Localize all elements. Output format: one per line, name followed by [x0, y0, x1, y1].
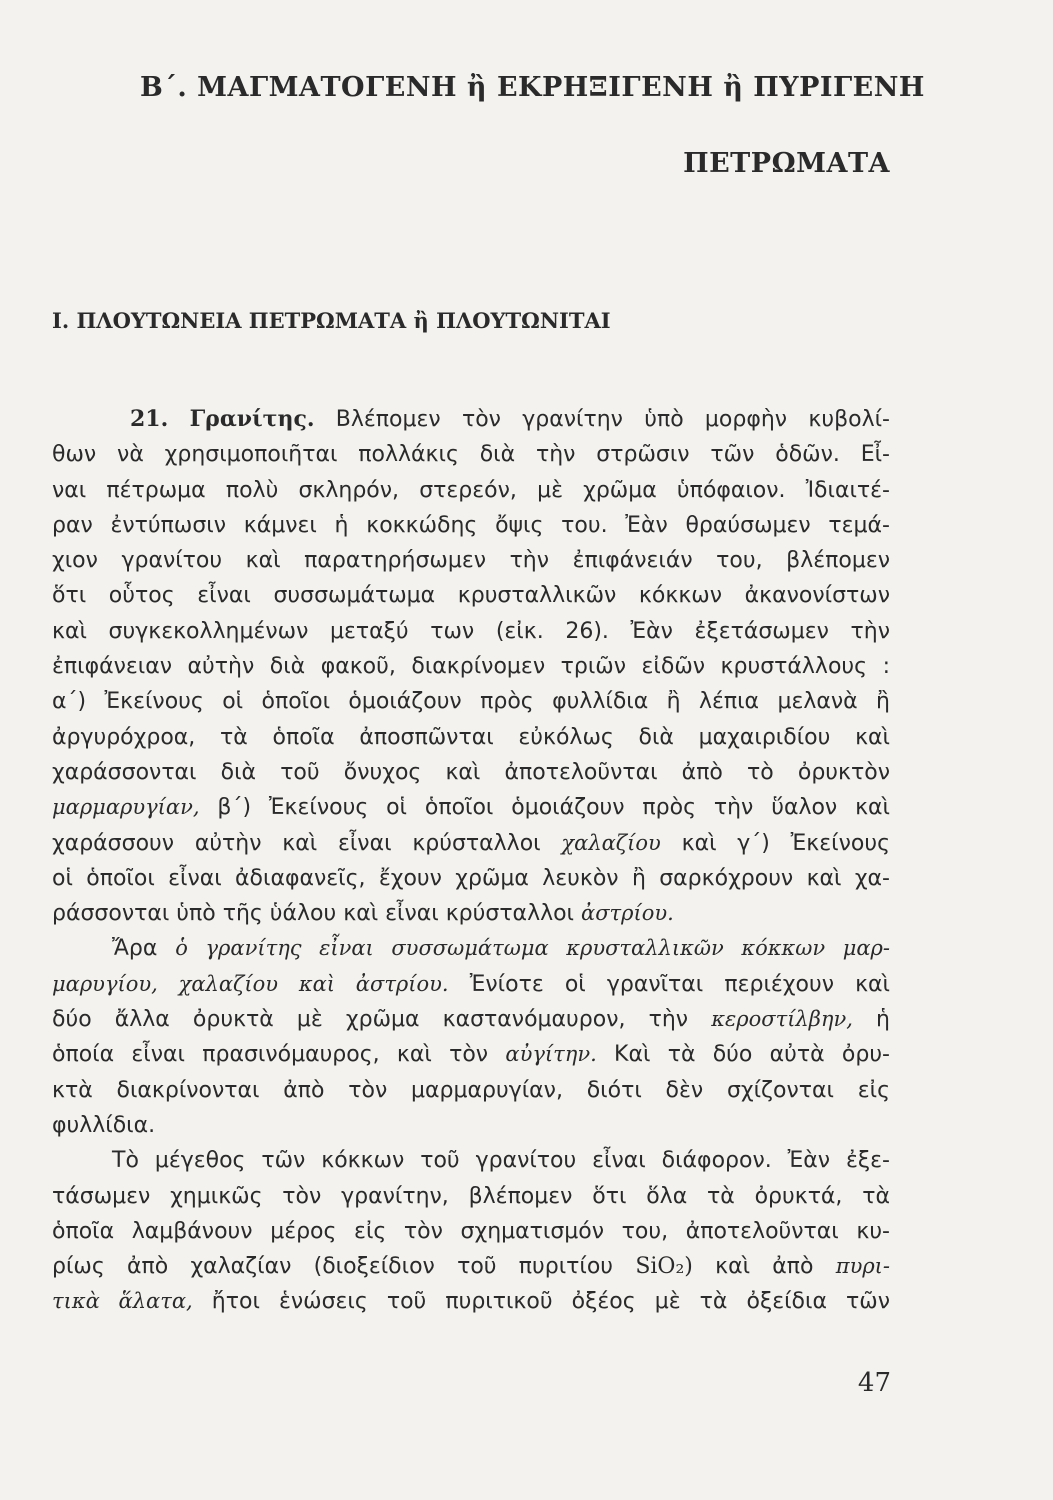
chemical-formula: SiO₂)	[635, 1254, 693, 1280]
italic-term: αὐγίτην.	[505, 1042, 597, 1067]
chapter-heading: Β΄. ΜΑΓΜΑΤΟΓΕΝΗ ἢ ΕΚΡΗΞΙΓΕΝΗ ἢ ΠΥΡΙΓΕΝΗ	[140, 72, 925, 103]
text-line	[52, 1037, 890, 1072]
italic-term: μαρυγίου, χαλαζίου καὶ ἀστρίου.	[52, 971, 449, 996]
body-text	[52, 402, 890, 1320]
text-line	[52, 896, 890, 931]
text-line	[52, 1002, 890, 1037]
italic-term: ὁ γρανίτης εἶναι συσσωμάτωμα κρυσταλλικῶν κόκκων μαρ-	[175, 936, 890, 961]
italic-term: μαρμαρυγίαν,	[52, 795, 200, 820]
text-line: ὅτι οὗτος εἶναι συσσωμάτωμα κρυσταλλικῶν κόκκων ἀκανονίστων	[52, 583, 890, 609]
text-span: ρίως ἀπὸ χαλαζίαν (διοξείδιον τοῦ πυριτίου	[52, 1254, 614, 1280]
text-line	[52, 967, 890, 1002]
text-span: Ἄρα	[112, 936, 158, 962]
text-line: φυλλίδια.	[52, 1112, 156, 1138]
text-line	[52, 826, 890, 861]
text-line: ἀργυρόχροα, τὰ ὁποῖα ἀποσπῶνται εὐκόλως διὰ μαχαιριδίου καὶ	[52, 724, 890, 750]
text-span: Καὶ τὰ δύο αὐτὰ ὀρυ-	[614, 1042, 890, 1068]
text-line: καὶ συγκεκολλημένων μεταξύ των (εἰκ. 26). Ἐὰν ἐξετάσωμεν τὴν	[52, 618, 890, 644]
chapter-heading-continued: ΠΕΤΡΩΜΑΤΑ	[683, 148, 890, 179]
text-span: Ἐνίοτε οἱ γρανῖται περιέχουν καὶ	[469, 971, 891, 997]
text-line: α΄) Ἐκείνους οἱ ὁποῖοι ὁμοιάζουν πρὸς φυλλίδια ἢ λέπια μελανὰ ἢ	[52, 689, 890, 715]
italic-term: πυρι-	[835, 1254, 891, 1279]
italic-term: ἀστρίου.	[581, 901, 674, 926]
text-line: ναι πέτρωμα πολὺ σκληρόν, στερεόν, μὲ χρῶμα ὑπόφαιον. Ἰδιαιτέ-	[52, 477, 890, 503]
text-span: δύο ἄλλα ὀρυκτὰ μὲ χρῶμα καστανόμαυρον, τὴν	[52, 1007, 689, 1033]
paragraph-term: Γρανίτης.	[189, 406, 315, 432]
text-span: ἤτοι ἑνώσεις τοῦ πυριτικοῦ ὀξέος μὲ τὰ ὀξείδια τῶν	[211, 1289, 890, 1315]
text-span: χαράσσουν αὐτὴν καὶ εἶναι κρύσταλλοι	[52, 830, 541, 856]
page-number: 47	[857, 1368, 891, 1398]
text-span: καὶ ἀπὸ	[715, 1254, 814, 1280]
text-line	[52, 790, 890, 825]
text-line: Τὸ μέγεθος τῶν κόκκων τοῦ γρανίτου εἶναι διάφορον. Ἐὰν ἐξε-	[112, 1148, 890, 1174]
text-line: χιον γρανίτου καὶ παρατηρήσωμεν τὴν ἐπιφάνειάν του, βλέπομεν	[52, 548, 890, 574]
text-line	[52, 931, 890, 966]
text-line	[52, 1249, 890, 1284]
section-title: Ι. ΠΛΟΥΤΩΝΕΙΑ ΠΕΤΡΩΜΑΤΑ ἢ ΠΛΟΥΤΩΝΙΤΑΙ	[52, 308, 611, 333]
text-line: κτὰ διακρίνονται ἀπὸ τὸν μαρμαρυγίαν, διότι δὲν σχίζονται εἰς	[52, 1077, 890, 1103]
text-line: τάσωμεν χημικῶς τὸν γρανίτην, βλέπομεν ὅτι ὅλα τὰ ὀρυκτά, τὰ	[52, 1183, 890, 1209]
paragraph-number: 21.	[130, 406, 169, 432]
italic-term: κεροστίλβην,	[711, 1007, 853, 1032]
text-line: οἱ ὁποῖοι εἶναι ἀδιαφανεῖς, ἔχουν χρῶμα λευκὸν ἢ σαρκόχρουν καὶ χα-	[52, 865, 890, 891]
text-line: ἐπιφάνειαν αὐτὴν διὰ φακοῦ, διακρίνομεν τριῶν εἰδῶν κρυστάλλους :	[52, 654, 890, 680]
text-line	[52, 402, 890, 437]
text-span: ἡ	[876, 1007, 890, 1033]
italic-term: χαλαζίου	[561, 830, 661, 855]
text-line: ραν ἐντύπωσιν κάμνει ἡ κοκκώδης ὄψις του. Ἐὰν θραύσωμεν τεμά-	[52, 512, 890, 538]
text-line: ὁποῖα λαμβάνουν μέρος εἰς τὸν σχηματισμόν του, ἀποτελοῦνται κυ-	[52, 1218, 890, 1244]
text-line: χαράσσονται διὰ τοῦ ὄνυχος καὶ ἀποτελοῦνται ἀπὸ τὸ ὀρυκτὸν	[52, 759, 890, 785]
text-line: θων νὰ χρησιμοποιῆται πολλάκις διὰ τὴν στρῶσιν τῶν ὁδῶν. Εἶ-	[52, 442, 890, 468]
text-span: ὁποία εἶναι πρασινόμαυρος, καὶ τὸν	[52, 1042, 489, 1068]
text-span: ράσσονται ὑπὸ τῆς ὑάλου καὶ εἶναι κρύσταλλοι	[52, 901, 575, 927]
text-span: β΄) Ἐκείνους οἱ ὁποῖοι ὁμοιάζουν πρὸς τὴν ὕαλον καὶ	[217, 795, 890, 821]
text-line	[52, 1284, 890, 1319]
italic-term: τικὰ ἅλατα,	[52, 1289, 193, 1314]
text-span: Βλέπομεν τὸν γρανίτην ὑπὸ μορφὴν κυβολί-	[335, 407, 890, 432]
text-span: καὶ γ΄) Ἐκείνους	[681, 830, 890, 856]
